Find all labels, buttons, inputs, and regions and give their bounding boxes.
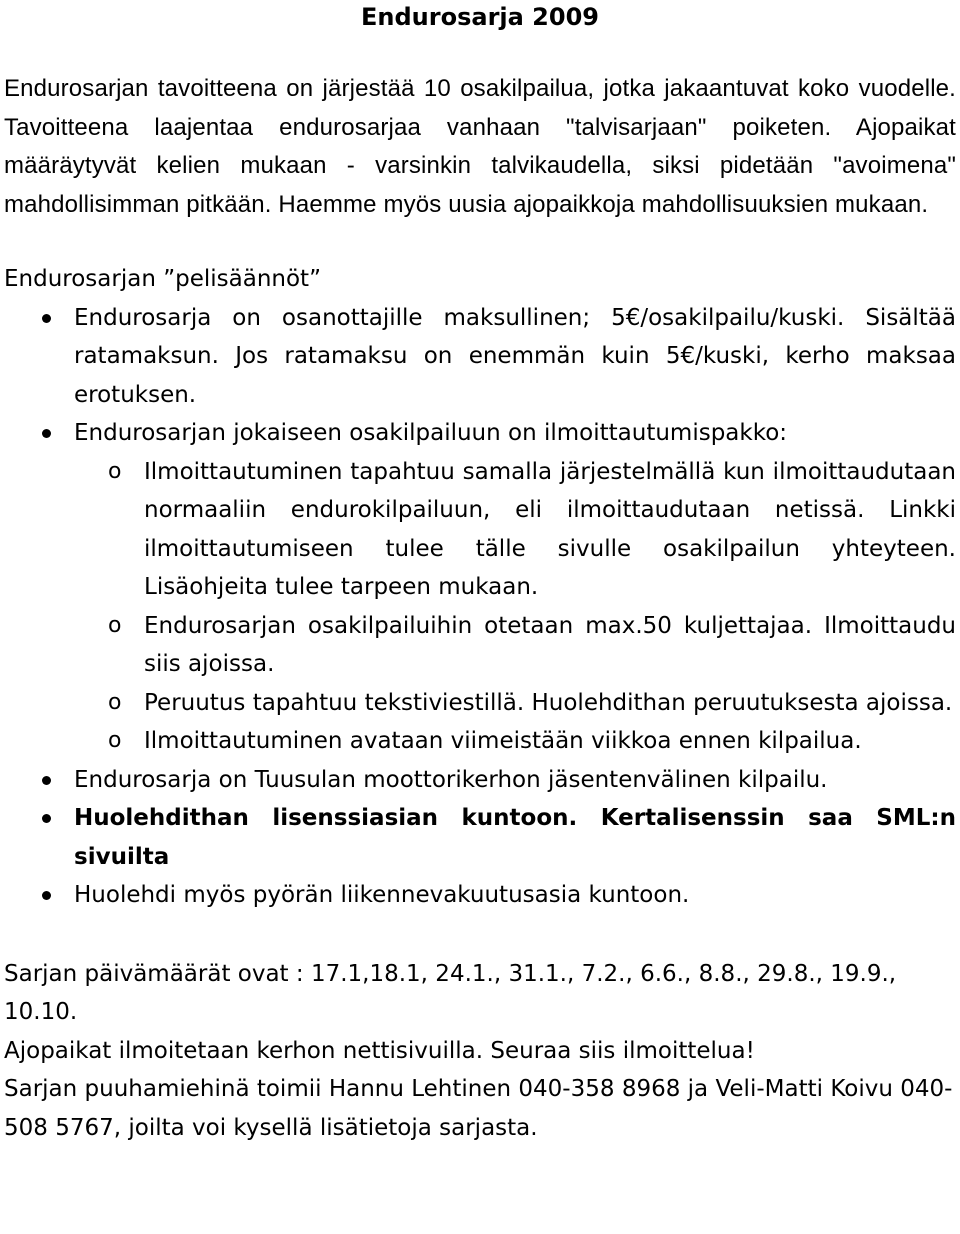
registration-item-text: Endurosarjan osakilpailuihin otetaan max.50 kuljettajaa. Ilmoittaudu siis ajoissa. [144, 612, 956, 677]
contacts-note: Sarjan puuhamiehinä toimii Hannu Lehtinen 040-358 8968 ja Veli-Matti Koivu 040-508 5767, joilta voi kysellä lisätietoja sarjasta. [4, 1076, 953, 1141]
rule-registration-text: Endurosarjan jokaiseen osakilpailuun on ilmoittautumispakko: [74, 420, 788, 446]
page-title: Endurosarja 2009 [361, 3, 599, 31]
bullet-icon [42, 429, 51, 438]
rule-fee [4, 299, 956, 415]
registration-item-text: Ilmoittautuminen tapahtuu samalla järjestelmällä kun ilmoittaudutaan normaaliin endurokilpailuun, eli ilmoittaudutaan netissä. Linkki ilmoittautumiseen tulee tälle sivulle osakilpailun yhteyteen. Lisäohjeita tulee tarpeen mukaan. [144, 458, 956, 600]
circle-bullet-icon: o [108, 458, 122, 484]
rule-license-text: Huolehdithan lisenssiasian kuntoon. Kertalisenssin saa SML:n sivuilta [74, 805, 956, 870]
rules-heading: Endurosarjan ”pelisäännöt” [4, 266, 321, 292]
bullet-icon [42, 776, 51, 785]
document-page [4, 0, 956, 1147]
bullet-icon [42, 314, 51, 323]
intro-paragraph: Endurosarjan tavoitteena on järjestää 10 osakilpailua, jotka jakaantuvat koko vuodelle. Tavoitteena laajentaa endurosarjaa vanhaan "talvisarjaan" poiketen. Ajopaikat määräytyvät kelien mukaan - varsinkin talvikaudella, siksi pidetään "avoimena" mahdollisimman pitkään. Haemme myös uusia ajopaikkoja mahdollisuuksien mukaan. [4, 75, 956, 218]
rule-club-text: Endurosarja on Tuusulan moottorikerhon jäsentenvälinen kilpailu. [74, 766, 828, 793]
rule-registration [4, 414, 956, 761]
locations-note: Ajopaikat ilmoitetaan kerhon nettisivuilla. Seuraa siis ilmoittelua! [4, 1037, 755, 1064]
circle-bullet-icon: o [108, 728, 122, 753]
registration-item-text: Ilmoittautuminen avataan viimeistään viikkoa ennen kilpailua. [144, 728, 862, 754]
registration-item [74, 684, 956, 723]
circle-bullet-icon: o [108, 689, 122, 715]
registration-item [74, 607, 956, 684]
rules-list [4, 299, 956, 915]
registration-sublist [74, 453, 956, 761]
rule-license [4, 799, 956, 876]
rule-insurance-text: Huolehdi myös pyörän liikennevakuutusasia kuntoon. [74, 882, 690, 908]
bullet-icon [42, 814, 51, 823]
rule-insurance [4, 876, 956, 915]
registration-item-text: Peruutus tapahtuu tekstiviestillä. Huolehdithan peruutuksesta ajoissa. [144, 689, 953, 716]
bullet-icon [42, 891, 51, 900]
rule-fee-text: Endurosarja on osanottajille maksullinen; 5€/osakilpailu/kuski. Sisältää ratamaksun. Jos ratamaksu on enemmän kuin 5€/kuski, kerho maksaa erotuksen. [74, 304, 956, 408]
registration-item [74, 722, 956, 761]
rule-club [4, 761, 956, 800]
circle-bullet-icon: o [108, 612, 122, 638]
series-dates: Sarjan päivämäärät ovat : 17.1,18.1, 24.1., 31.1., 7.2., 6.6., 8.8., 29.8., 19.9., 10.10. [4, 960, 897, 1025]
registration-item [74, 453, 956, 607]
